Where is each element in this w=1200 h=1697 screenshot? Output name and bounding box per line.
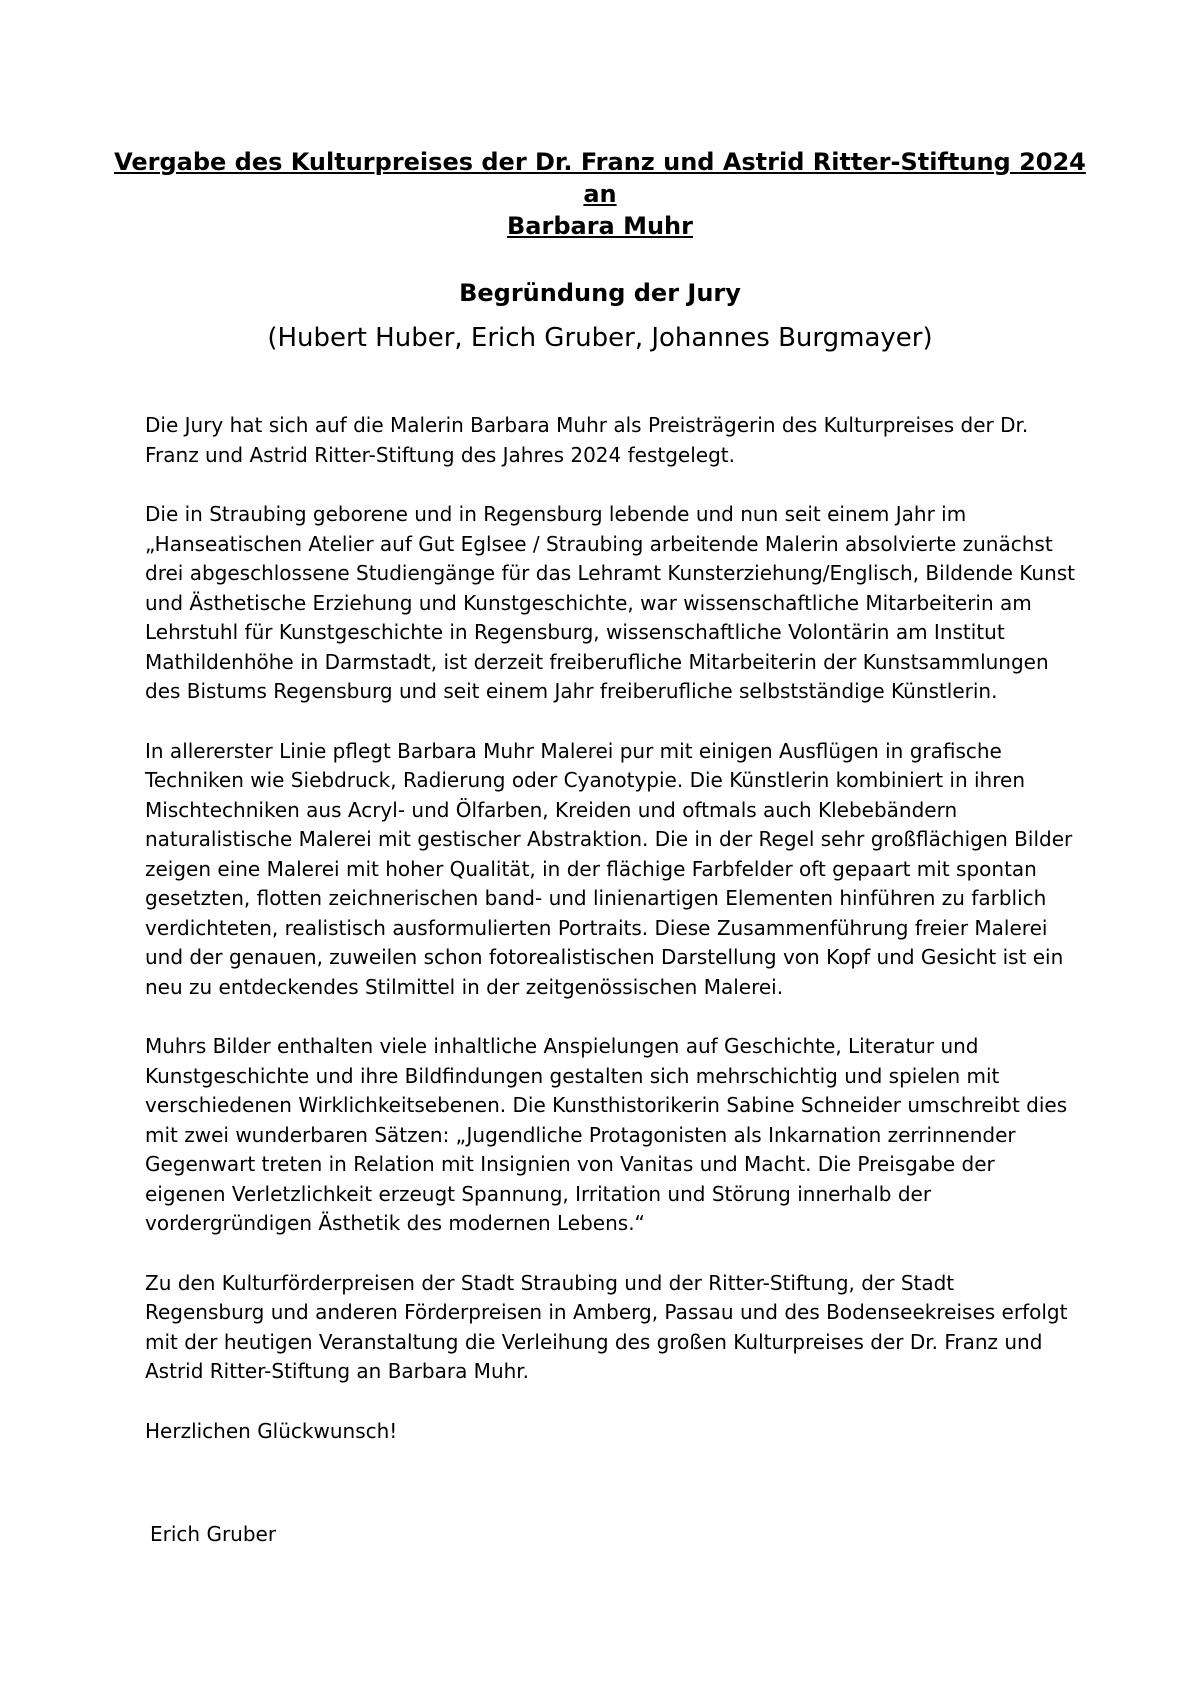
title-line-an: an xyxy=(583,180,617,208)
title-line-laureate: Barbara Muhr xyxy=(507,212,693,240)
signature-name: Erich Gruber xyxy=(150,1522,277,1546)
jury-heading: Begründung der Jury xyxy=(459,279,741,307)
paragraph-biography: Die in Straubing geborene und in Regensburg lebende und nun seit einem Jahr im „Hanseatischen Atelier auf Gut Eglsee / Straubing arbeitende Malerin absolvierte zunächst drei abgeschlossene Studiengänge für das Lehramt Kunsterziehung/Englisch, Bildende Kunst und Ästhetische Erziehung und Kunstgeschichte, war wissenschaftliche Mitarbeiterin am Lehrstuhl für Kunstgeschichte in Regensburg, wissenschaftliche Volontärin am Institut Mathildenhöhe in Darmstadt, ist derzeit freiberufliche Mitarbeiterin der Kunstsammlungen des Bistums Regensburg und seit einem Jahr freiberufliche selbstständige Künstlerin. xyxy=(145,502,1076,703)
paragraph-decision: Die Jury hat sich auf die Malerin Barbara Muhr als Preisträgerin des Kulturpreises der Dr. Franz und Astrid Ritter-Stiftung des Jahres 2024 festgelegt. xyxy=(145,413,1029,467)
title-line-prize: Vergabe des Kulturpreises der Dr. Franz und Astrid Ritter-Stiftung 2024 xyxy=(114,148,1086,176)
paragraph-content: Muhrs Bilder enthalten viele inhaltliche Anspielungen auf Geschichte, Literatur und Kunstgeschichte und ihre Bildfindungen gestalten sich mehrschichtig und spielen mit verschiedenen Wirklichkeitsebenen. Die Kunsthistorikerin Sabine Schneider umschreibt dies mit zwei wunderbaren Sätzen: „Jugendliche Protagonisten als Inkarnation zerrinnender Gegenwart treten in Relation mit Insignien von Vanitas und Macht. Die Preisgabe der eigenen Verletzlichkeit erzeugt Spannung, Irritation und Störung innerhalb der vordergründigen Ästhetik des modernen Lebens.“ xyxy=(145,1034,1068,1235)
paragraph-award: Zu den Kulturförderpreisen der Stadt Straubing und der Ritter-Stiftung, der Stadt Regensburg und anderen Förderpreisen in Amberg, Passau und des Bodenseekreises erfolgt mit der heutigen Veranstaltung die Verleihung des großen Kulturpreises der Dr. Franz und Astrid Ritter-Stiftung an Barbara Muhr. xyxy=(145,1270,1068,1383)
greeting: Herzlichen Glückwunsch! xyxy=(145,1418,398,1443)
document-title xyxy=(0,146,1200,242)
document-body xyxy=(145,411,1075,1446)
jury-members: (Hubert Huber, Erich Gruber, Johannes Burgmayer) xyxy=(267,323,933,353)
paragraph-technique: In allererster Linie pflegt Barbara Muhr Malerei pur mit einigen Ausflügen in grafische Techniken wie Siebdruck, Radierung oder Cyanotypie. Die Künstlerin kombiniert in ihren Mischtechniken aus Acryl- und Ölfarben, Kreiden und oftmals auch Klebebändern naturalistische Malerei mit gestischer Abstraktion. Die in der Regel sehr großflächigen Bilder zeigen eine Malerei mit hoher Qualität, in der flächige Farbfelder oft gepaart mit spontan gesetzten, flotten zeichnerischen band- und linienartigen Elementen hinführen zu farblich verdichteten, realistisch ausformulierten Portraits. Diese Zusammenführung freier Malerei und der genauen, zuweilen schon fotorealistischen Darstellung von Kopf und Gesicht ist ein neu zu entdeckendes Stilmittel in der zeitgenössischen Malerei. xyxy=(145,738,1073,999)
